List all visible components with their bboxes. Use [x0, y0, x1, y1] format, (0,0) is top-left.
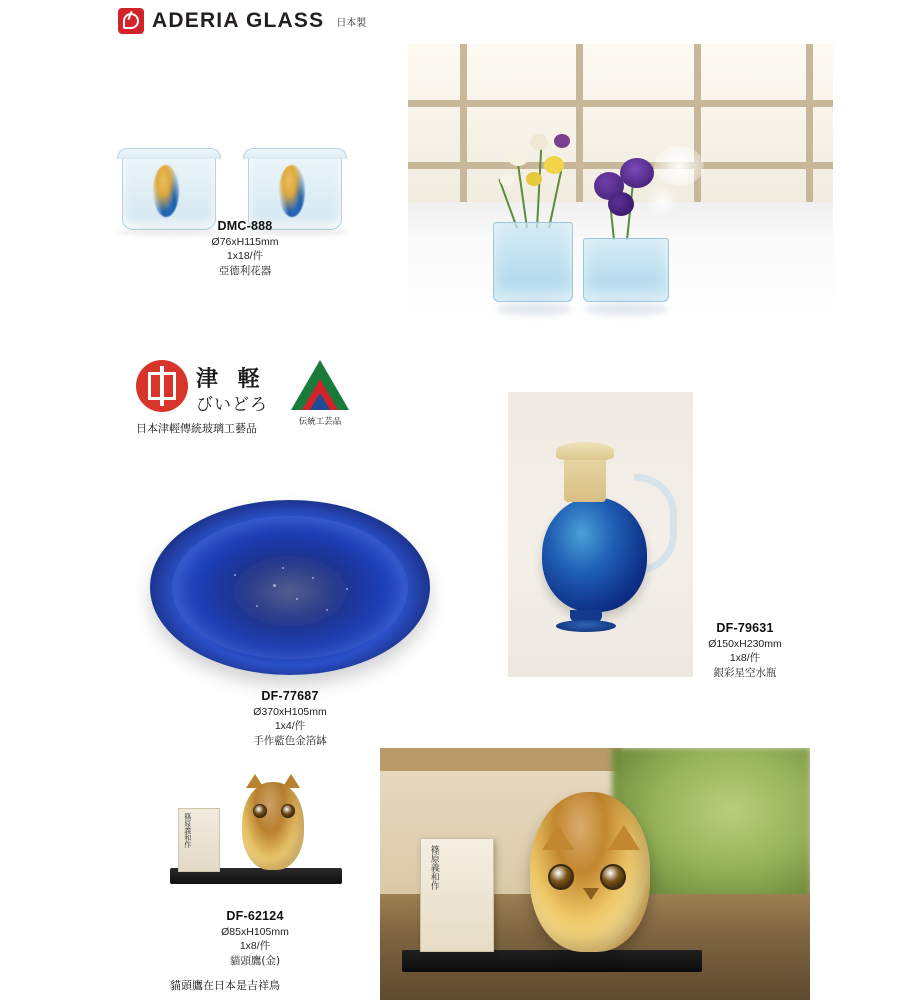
brand-subtitle: 日本製: [336, 17, 367, 29]
product-code: DMC-888: [217, 219, 273, 233]
product-image-df-62124: [150, 760, 360, 900]
footnote-text: 貓頭鷹在日本是吉祥鳥: [170, 979, 280, 992]
wooden-plaque: [420, 838, 494, 952]
product-name: 亞德利花器: [218, 265, 272, 278]
aderia-mark-icon: [118, 8, 144, 34]
glass-vase-right: [583, 238, 669, 302]
owl-eye-right: [600, 864, 626, 890]
dento-caption: 伝統工芸品: [298, 417, 342, 427]
glass-vase-left: [493, 222, 573, 302]
product-spec: Ø76xH115mm: [211, 235, 279, 248]
plaque-text: 篠原義和作: [183, 813, 192, 848]
product-image-dmc-888: [100, 95, 390, 230]
pitcher-lip: [556, 442, 614, 460]
owl-ear-right: [282, 774, 300, 788]
product-name: 貓頭鷹(金): [229, 955, 281, 968]
caption-df-62124: [155, 908, 355, 968]
product-spec: Ø150xH230mm: [708, 637, 782, 650]
owl-eye-right: [281, 804, 295, 818]
product-code: DF-79631: [716, 621, 774, 635]
ink-swirl: [153, 165, 179, 217]
photo-flower-vases: [408, 44, 833, 336]
ink-swirl: [279, 165, 305, 217]
product-name: 銀彩星空水瓶: [713, 667, 777, 680]
photo-owl-lifestyle: [380, 748, 810, 1000]
product-pack: 1x4/件: [274, 720, 306, 733]
tsugaru-mark-icon: [136, 360, 188, 412]
caption-df-79631: [655, 620, 835, 680]
product-code: DF-62124: [226, 909, 284, 923]
owl-figure: [242, 782, 304, 870]
tsugaru-caption: 日本津輕傳統玻璃工藝品: [136, 422, 257, 435]
tsugaru-subtitle: びいどろ: [196, 395, 268, 415]
plaque-text: 篠原義和作: [428, 845, 439, 890]
product-spec: Ø370xH105mm: [253, 705, 327, 718]
caption-dmc-888: [150, 218, 340, 278]
wooden-plaque: [178, 808, 220, 872]
caption-df-77687: [190, 688, 390, 748]
product-pack: 1x8/件: [239, 940, 271, 953]
product-pack: 1x8/件: [729, 652, 761, 665]
owl-ear-left: [542, 825, 574, 850]
owl-eye-left: [548, 864, 574, 890]
product-image-df-77687: [150, 500, 430, 675]
dento-mark-icon: [291, 360, 349, 412]
display-stand: [402, 950, 702, 972]
product-code: DF-77687: [261, 689, 319, 703]
owl-ear-left: [246, 774, 264, 788]
pitcher-body: [542, 497, 647, 612]
pitcher-base: [556, 620, 616, 632]
owl-ear-right: [608, 825, 640, 850]
product-pack: 1x18/件: [226, 250, 264, 263]
tsugaru-title: 津 軽: [196, 367, 266, 392]
owl-beak: [583, 888, 599, 900]
brand-name: ADERIA GLASS: [152, 9, 325, 32]
background-beam: [380, 748, 621, 771]
owl-eye-left: [253, 804, 267, 818]
brand-header: [118, 8, 366, 34]
product-name: 手作藍色金箔缽: [253, 735, 327, 748]
product-spec: Ø85xH105mm: [221, 925, 289, 938]
tsugaru-logo-group: [136, 360, 356, 440]
